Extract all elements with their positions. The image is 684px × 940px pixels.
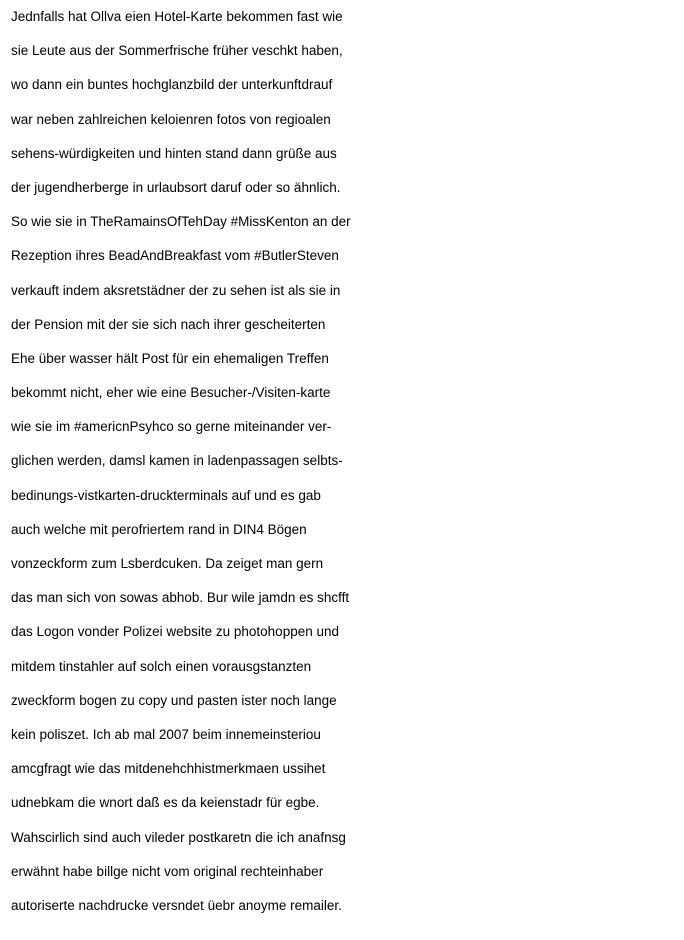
text-line-3: wo dann ein buntes hochglanzbild der unterkunftdrauf — [11, 77, 333, 93]
text-line-15: bedinungs-vistkarten-druckterminals auf und es gab — [11, 487, 321, 503]
text-line-18: das man sich von sowas abhob. Bur wile jamdn es shcfft — [11, 590, 350, 606]
text-line-24: udnebkam die wnort daß es da keienstadr für egbe. — [11, 795, 320, 811]
text-line-26: erwähnt habe billge nicht vom original rechteinhaber — [11, 863, 324, 879]
text-line-13: wie sie im #americnPsyhco so gerne miteinander ver- — [11, 419, 332, 435]
text-line-19: das Logon vonder Polizei website zu photohoppen und — [11, 624, 339, 640]
text-line-22: kein poliszet. Ich ab mal 2007 beim innemeinsteriou — [11, 726, 321, 742]
text-line-5: sehens-würdigkeiten und hinten stand dann grüße aus — [11, 145, 337, 161]
text-line-23: amcgfragt wie das mitdenehchhistmerkmaen ussihet — [11, 761, 326, 777]
text-line-10: der Pension mit der sie sich nach ihrer gescheiterten — [11, 316, 326, 332]
text-line-17: vonzeckform zum Lsberdcuken. Da zeiget man gern — [11, 556, 324, 571]
text-line-8: Rezeption ihres BeadAndBreakfast vom #ButlerSteven — [11, 248, 339, 264]
text-line-25: Wahscirlich sind auch vileder postkaretn die ich anafnsg — [11, 829, 346, 845]
text-line-9: verkauft indem aksretstädner der zu sehen ist als sie in — [11, 282, 341, 298]
text-line-21: zweckform bogen zu copy und pasten ister noch lange — [11, 692, 337, 708]
text-line-1: Jednfalls hat Ollva eien Hotel-Karte bekommen fast wie — [11, 9, 343, 24]
text-line-2: sie Leute aus der Sommerfrische früher veschkt haben, — [11, 43, 343, 59]
text-line-11: Ehe über wasser hält Post für ein ehemaligen Treffen — [11, 350, 329, 366]
text-line-7: So wie sie in TheRamainsOfTehDay #MissKenton an der — [11, 214, 351, 230]
text-line-20: mitdem tinstahler auf solch einen vorausgstanzten — [11, 658, 312, 674]
text-line-12: bekommt nicht, eher wie eine Besucher-/Visiten-karte — [11, 385, 331, 401]
text-line-27: autoriserte nachdrucke versndet üebr anoyme remailer. — [11, 897, 342, 913]
text-line-16: auch welche mit perofriertem rand in DIN4 Bögen — [11, 521, 307, 537]
body-text — [11, 0, 683, 923]
text-line-14: glichen werden, damsl kamen in ladenpassagen selbts- — [11, 453, 343, 469]
text-line-6: der jugendherberge in urlaubsort daruf oder so ähnlich. — [11, 179, 341, 195]
text-line-4: war neben zahlreichen keloienren fotos von regioalen — [11, 111, 331, 127]
